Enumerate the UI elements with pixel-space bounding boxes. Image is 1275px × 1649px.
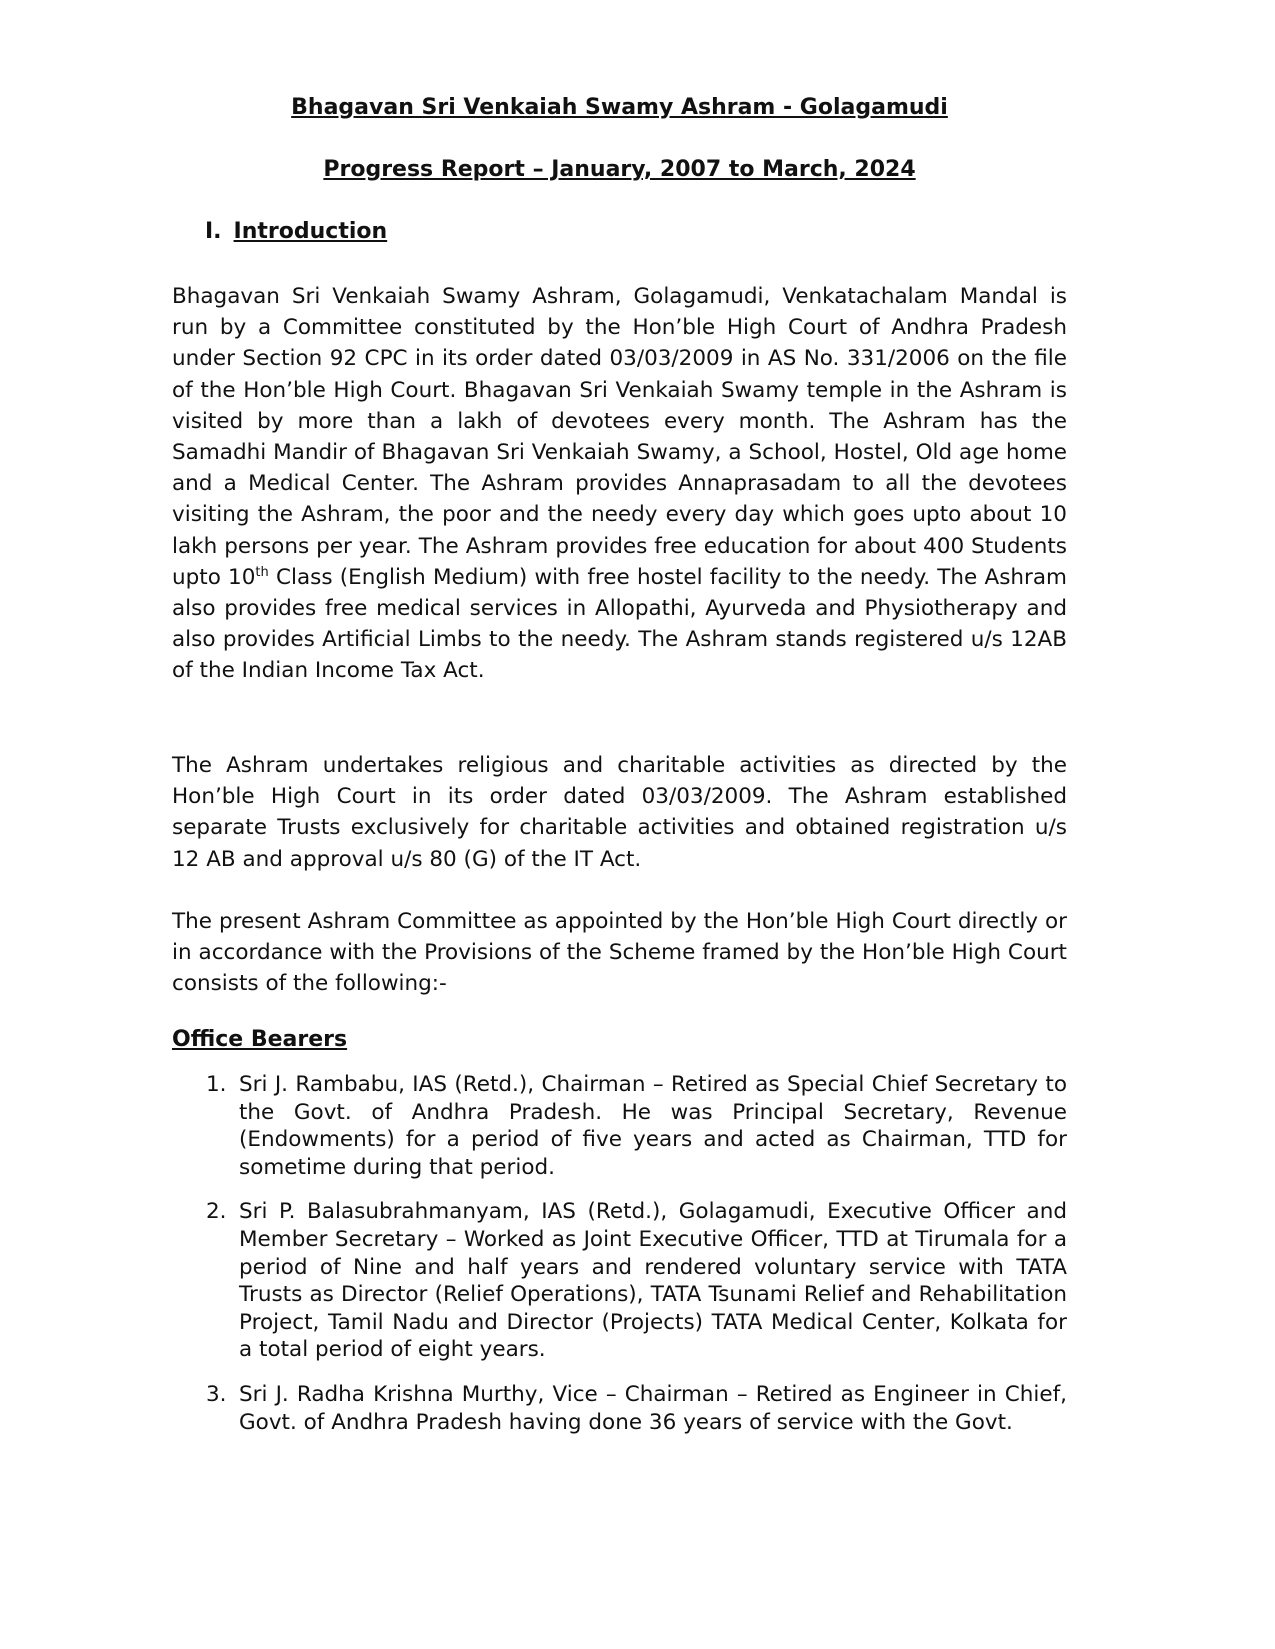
intro-paragraph-2: The Ashram undertakes religious and charitable activities as directed by the Hon’ble High Court in its order dated 03/03/2009. The Ashram established separate Trusts exclusively for charitable activities and obtained registration u/s 12 AB and approval u/s 80 (G) of the IT Act. [172, 753, 1067, 872]
list-item-text: Sri J. Radha Krishna Murthy, Vice – Chairman – Retired as Engineer in Chief, Govt. of Andhra Pradesh having done 36 years of service with the Govt. [239, 1381, 1067, 1435]
document-subtitle: Progress Report – January, 2007 to March, 2024 [323, 157, 916, 182]
list-item-text: Sri J. Rambabu, IAS (Retd.), Chairman – Retired as Special Chief Secretary to the Govt. of Andhra Pradesh. He was Principal Secretary, Revenue (Endowments) for a period of five years and acted as Chairman, TTD for sometime during that period. [239, 1072, 1067, 1180]
list-item-number: 2. [206, 1199, 227, 1225]
intro-paragraph-1-part-a: Bhagavan Sri Venkaiah Swamy Ashram, Golagamudi, Venkatachalam Mandal is run by a Committee constituted by the Hon’ble High Court of Andhra Pradesh under Section 92 CPC in its order dated 03/03/2009 in AS No. 331/2006 on the file of the Hon’ble High Court. Bhagavan Sri Venkaiah Swamy temple in the Ashram is visited by more than a lakh of devotees every month. The Ashram has the Samadhi Mandir of Bhagavan Sri Venkaiah Swamy, a School, Hostel, Old age home and a Medical Center. The Ashram provides Annaprasadam to all the devotees visiting the Ashram, the poor and the needy every day which goes upto about 10 lakh persons per year. The Ashram provides free education for about 400 Students upto 10 [172, 284, 1067, 590]
section-title: Introduction [233, 219, 388, 244]
list-item-number: 3. [206, 1381, 227, 1407]
list-item-text: Sri P. Balasubrahmanyam, IAS (Retd.), Golagamudi, Executive Officer and Member Secretary – Worked as Joint Executive Officer, TTD at Tirumala for a period of Nine and half years and rendered voluntary service with TATA Trusts as Director (Relief Operations), TATA Tsunami Relief and Rehabilitation Project, Tamil Nadu and Director (Projects) TATA Medical Center, Kolkata for a total period of eight years. [239, 1199, 1067, 1363]
intro-paragraph-3: The present Ashram Committee as appointed by the Hon’ble High Court directly or in accordance with the Provisions of the Scheme framed by the Hon’ble High Court consists of the following:- [172, 909, 1067, 997]
list-item [172, 1198, 1067, 1364]
section-number: I. [205, 219, 222, 244]
intro-paragraph-1 [172, 281, 1067, 687]
list-item [172, 1381, 1067, 1436]
list-item [172, 1071, 1067, 1181]
ordinal-superscript: th [255, 564, 269, 580]
office-bearers-list [172, 1071, 1067, 1453]
list-item-number: 1. [206, 1072, 227, 1097]
section-heading [205, 219, 387, 244]
document-title: Bhagavan Sri Venkaiah Swamy Ashram - Golagamudi [291, 95, 948, 120]
office-bearers-heading: Office Bearers [172, 1027, 348, 1052]
intro-paragraph-1-part-b: Class (English Medium) with free hostel facility to the needy. The Ashram also provides free medical services in Allopathi, Ayurveda and Physiotherapy and also provides Artificial Limbs to the needy. The Ashram stands registered u/s 12AB of the Indian Income Tax Act. [172, 564, 1067, 684]
